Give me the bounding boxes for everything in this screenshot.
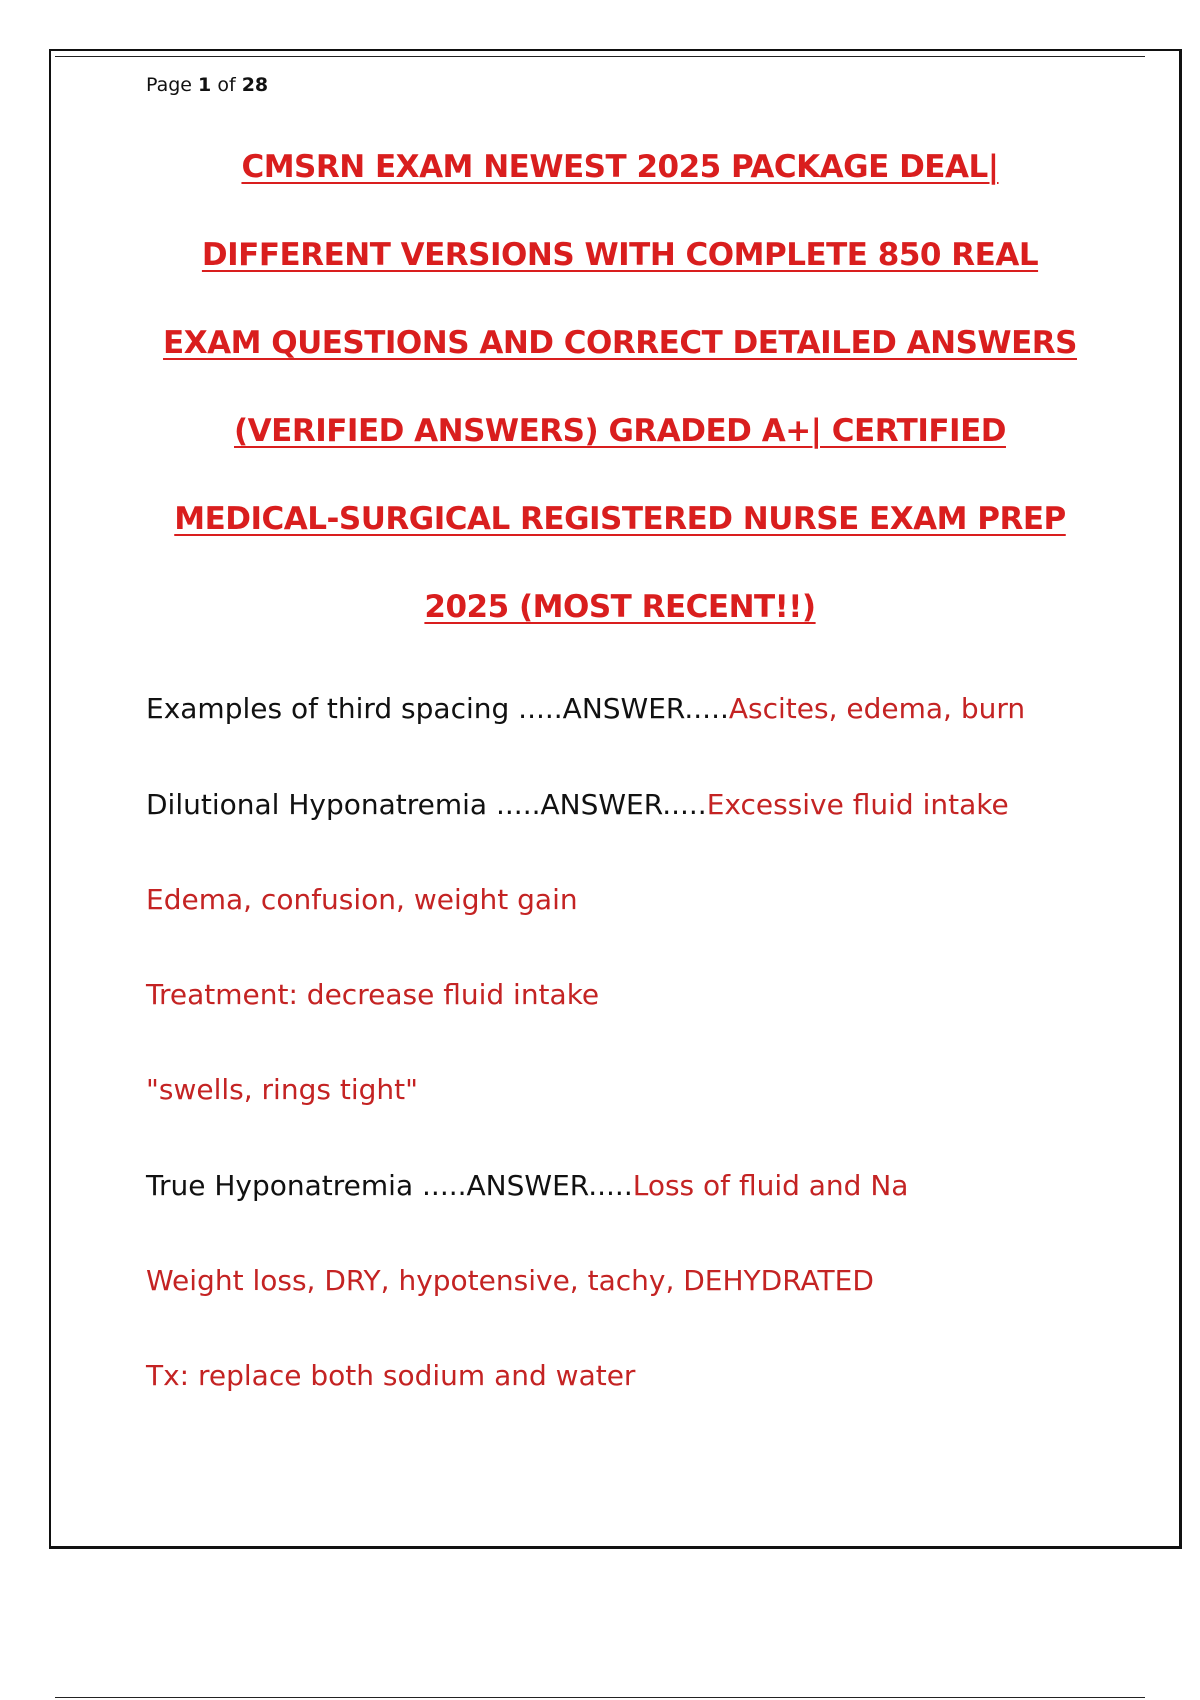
title-line-text: DIFFERENT VERSIONS WITH COMPLETE 850 REAL — [201, 237, 1039, 273]
title-line-text: EXAM QUESTIONS AND CORRECT DETAILED ANSWERS — [163, 325, 1077, 361]
answer-text: Edema, confusion, weight gain — [146, 883, 578, 916]
question-text: True Hyponatremia .....ANSWER..... — [146, 1169, 633, 1202]
qa-entry — [146, 975, 599, 1015]
question-text: Examples of third spacing .....ANSWER..... — [146, 692, 729, 725]
qa-entry — [146, 880, 578, 920]
qa-entry — [146, 1070, 418, 1110]
answer-text: Weight loss, DRY, hypotensive, tachy, DEHYDRATED — [146, 1264, 874, 1297]
title-line — [120, 140, 1120, 228]
page-total: 28 — [241, 74, 269, 96]
qa-entry — [146, 1356, 635, 1396]
page-current: 1 — [198, 74, 212, 96]
page-of: of — [217, 74, 236, 96]
title-line-text: CMSRN EXAM NEWEST 2025 PACKAGE DEAL| — [241, 149, 999, 185]
bottom-divider — [55, 1697, 1145, 1698]
qa-entry — [146, 785, 1009, 825]
question-text: Dilutional Hyponatremia .....ANSWER..... — [146, 788, 707, 821]
title-line — [120, 580, 1120, 668]
title-line — [120, 316, 1120, 404]
answer-text: Excessive fluid intake — [706, 788, 1009, 821]
title-line — [120, 404, 1120, 492]
qa-entry — [146, 1166, 908, 1206]
title-line-text: MEDICAL-SURGICAL REGISTERED NURSE EXAM PREP — [174, 501, 1066, 537]
title-line-text: (VERIFIED ANSWERS) GRADED A+| CERTIFIED — [234, 413, 1006, 449]
answer-text: Tx: replace both sodium and water — [146, 1359, 636, 1392]
title-line — [120, 228, 1120, 316]
answer-text: Treatment: decrease fluid intake — [146, 978, 600, 1011]
title-line-text: 2025 (MOST RECENT!!) — [424, 589, 816, 625]
qa-entry — [146, 689, 1025, 729]
page-number — [146, 74, 268, 96]
page-label: Page — [146, 74, 192, 96]
answer-text: Loss of fluid and Na — [632, 1169, 909, 1202]
answer-text: "swells, rings tight" — [146, 1073, 418, 1106]
title-line — [120, 492, 1120, 580]
qa-entry — [146, 1261, 874, 1301]
document-title — [120, 140, 1120, 668]
answer-text: Ascites, edema, burn — [728, 692, 1026, 725]
